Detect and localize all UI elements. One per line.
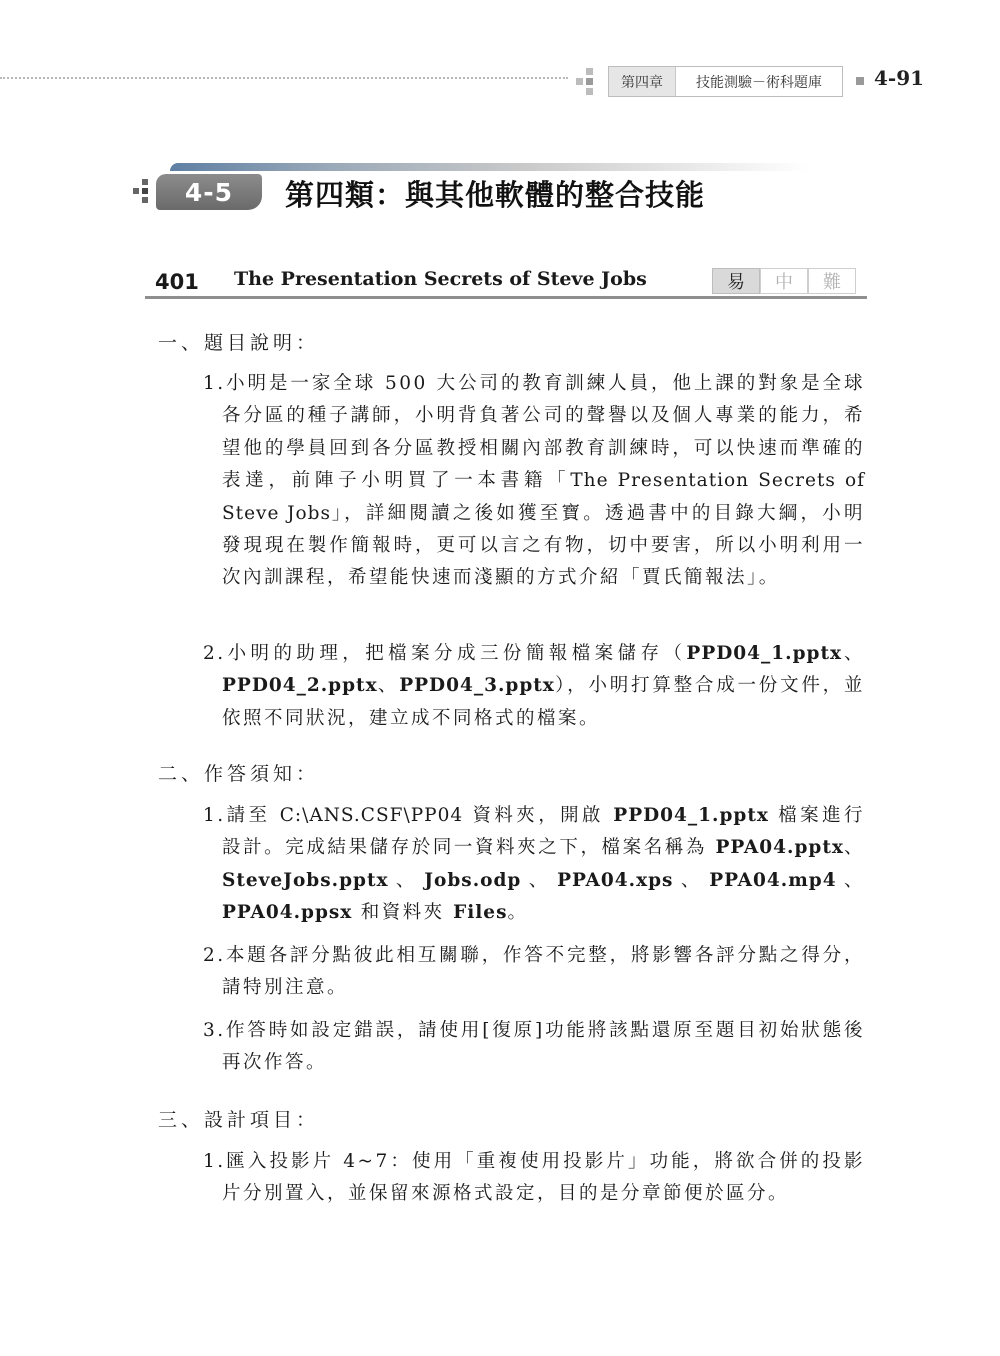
question-number: 401 bbox=[155, 270, 199, 294]
instructions-item-3: 3.作答時如設定錯誤，請使用[復原]功能將該點還原至題目初始狀態後再次作答。 bbox=[203, 1020, 865, 1074]
instructions-item-1: 1.請至 C:\ANS.CSF\PP04 資料夾，開啟 PPD04_1.pptx 檔案進行設計。完成結果儲存於同一資料夾之下，檔案名稱為 PPA04.pptx、SteveJobs.pptx、Jobs.odp、PPA04.xps、PPA04.mp4、PPA04.ppsx 和資料夾 Files。 bbox=[203, 805, 865, 924]
header-squares-icon bbox=[576, 68, 600, 96]
heading-instructions: 二、作答須知： bbox=[158, 763, 320, 785]
section-number-badge: 4-5 bbox=[156, 174, 262, 210]
description-item-1: 1.小明是一家全球 500 大公司的教育訓練人員，他上課的對象是全球各分區的種子講師，小明背負著公司的聲譽以及個人專業的能力，希望他的學員回到各分區教授相關內部教育訓練時，可以快速而準確的表達，前陣子小明買了一本書籍「The Presentation Secrets of Steve Jobs」，詳細閱讀之後如獲至寶。透過書中的目錄大綱，小明發現現在製作簡報時，更可以言之有物，切中要害，所以小明利用一次內訓課程，希望能快速而淺顯的方式介紹「賈氏簡報法」。 bbox=[203, 373, 865, 589]
header-dotted-rule bbox=[0, 77, 568, 79]
design-item-1: 1.匯入投影片 4~7：使用「重複使用投影片」功能，將欲合併的投影片分別置入，並保留來源格式設定，目的是分章節便於區分。 bbox=[203, 1151, 865, 1205]
header-square-icon bbox=[856, 77, 864, 85]
heading-design-items: 三、設計項目： bbox=[158, 1109, 320, 1131]
section-squares-icon bbox=[133, 179, 155, 207]
page-number: 4-91 bbox=[874, 66, 925, 90]
description-item-2: 2.小明的助理，把檔案分成三份簡報檔案儲存（PPD04_1.pptx、PPD04_2.pptx、PPD04_3.pptx），小明打算整合成一份文件，並依照不同狀況，建立成不同格式的檔案。 bbox=[203, 643, 865, 729]
difficulty-medium: 中 bbox=[760, 268, 808, 294]
heading-description: 一、題目說明： bbox=[158, 332, 320, 354]
section-title: 第四類：與其他軟體的整合技能 bbox=[285, 178, 706, 212]
header-chapter-title: 技能測驗－術科題庫 bbox=[696, 74, 822, 91]
section-heading-bar bbox=[170, 163, 810, 171]
difficulty-easy: 易 bbox=[712, 268, 760, 294]
header-chapter: 第四章 bbox=[609, 67, 676, 96]
difficulty-hard: 難 bbox=[808, 268, 856, 294]
question-title: The Presentation Secrets of Steve Jobs bbox=[234, 268, 647, 290]
instructions-item-2: 2.本題各評分點彼此相互關聯，作答不完整，將影響各評分點之得分，請特別注意。 bbox=[203, 945, 865, 999]
question-title-rule bbox=[145, 296, 867, 299]
